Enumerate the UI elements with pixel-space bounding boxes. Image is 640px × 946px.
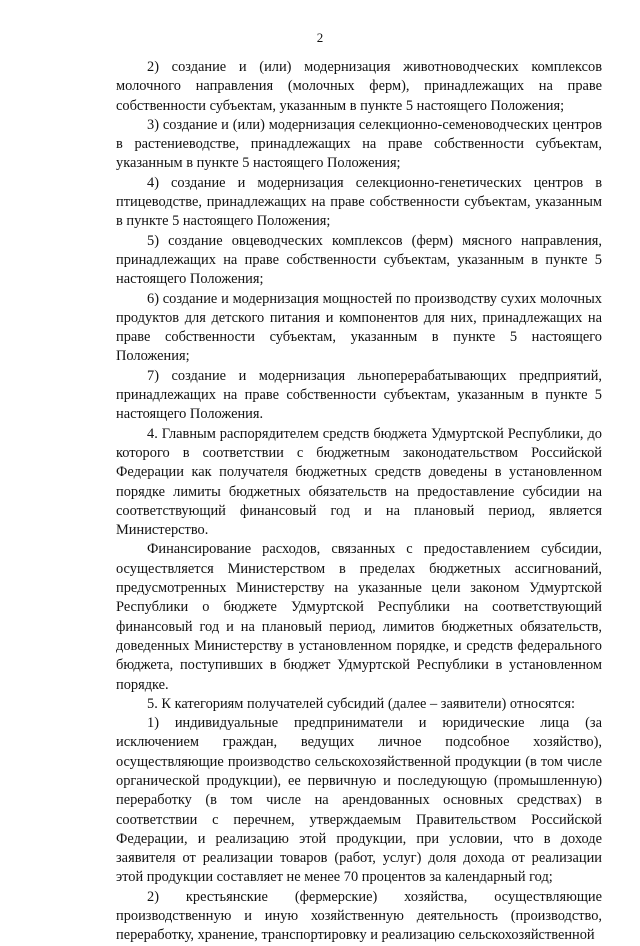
paragraph-item-3: 3) создание и (или) модернизация селекционно-семеноводческих центров в растениеводстве, принадлежащих на праве собственности субъектам, указанным в пункте 5 настоящего Положения;	[116, 116, 602, 172]
paragraph-category-2: 2) крестьянские (фермерские) хозяйства, осуществляющие производственную и иную хозяйственную деятельность (производство, переработку, хранение, транспортировку и реализацию сельскохозяйственной	[116, 888, 602, 944]
paragraph-item-2: 2) создание и (или) модернизация животноводческих комплексов молочного направления (молочных ферм), принадлежащих на праве собственности субъектам, указанным в пункте 5 настоящего Положения;	[116, 59, 602, 114]
paragraph-clause-5: 5. К категориям получателей субсидий (далее – заявители) относятся:	[147, 695, 575, 712]
document-body	[116, 58, 602, 946]
paragraph-item-4: 4) создание и модернизация селекционно-генетических центров в птицеводстве, принадлежащих на праве собственности субъектам, указанным в пункте 5 настоящего Положения;	[116, 174, 602, 230]
paragraph-financing: Финансирование расходов, связанных с предоставлением субсидии, осуществляется Министерством в пределах бюджетных ассигнований, предусмотренных Министерству на указанные цели законом Удмуртской Республики о бюджете Удмуртской Республики на соответствующий финансовый год и на плановый период, лимитов бюджетных обязательств, доведенных Министерству в установленном порядке, и средств федерального бюджета, поступивших в бюджет Удмуртской Республики в установленном порядке.	[116, 541, 602, 693]
paragraph-item-6: 6) создание и модернизация мощностей по производству сухих молочных продуктов для детского питания и компонентов для них, принадлежащих на праве собственности субъектам, указанным в пункте 5 настоящего Положения;	[116, 290, 602, 365]
paragraph-clause-4: 4. Главным распорядителем средств бюджета Удмуртской Республики, до которого в соответствии с бюджетным законодательством Российской Федерации как получателя бюджетных средств доведены в установленном порядке лимиты бюджетных обязательств на предоставление субсидии на соответствующий финансовый год и на плановый период, является Министерство.	[116, 425, 602, 539]
page-number: 2	[316, 30, 324, 45]
paragraph-item-5: 5) создание овцеводческих комплексов (ферм) мясного направления, принадлежащих на праве собственности субъектам, указанным в пункте 5 настоящего Положения;	[116, 232, 602, 288]
paragraph-item-7: 7) создание и модернизация льноперерабатывающих предприятий, принадлежащих на праве собственности субъектам, указанным в пункте 5 настоящего Положения.	[116, 367, 602, 423]
paragraph-category-1: 1) индивидуальные предприниматели и юридические лица (за исключением граждан, ведущих личное подсобное хозяйство), осуществляющие производство сельскохозяйственной продукции (в том числе органической продукции), ее первичную и последующую (промышленную) переработку (в том числе на арендованных основных средствах) в соответствии с перечнем, утверждаемым Правительством Российской Федерации, и реализацию этой продукции, при условии, что в доходе заявителя от реализации товаров (работ, услуг) доля дохода от реализации этой продукции составляет не менее 70 процентов за календарный год;	[116, 715, 602, 886]
